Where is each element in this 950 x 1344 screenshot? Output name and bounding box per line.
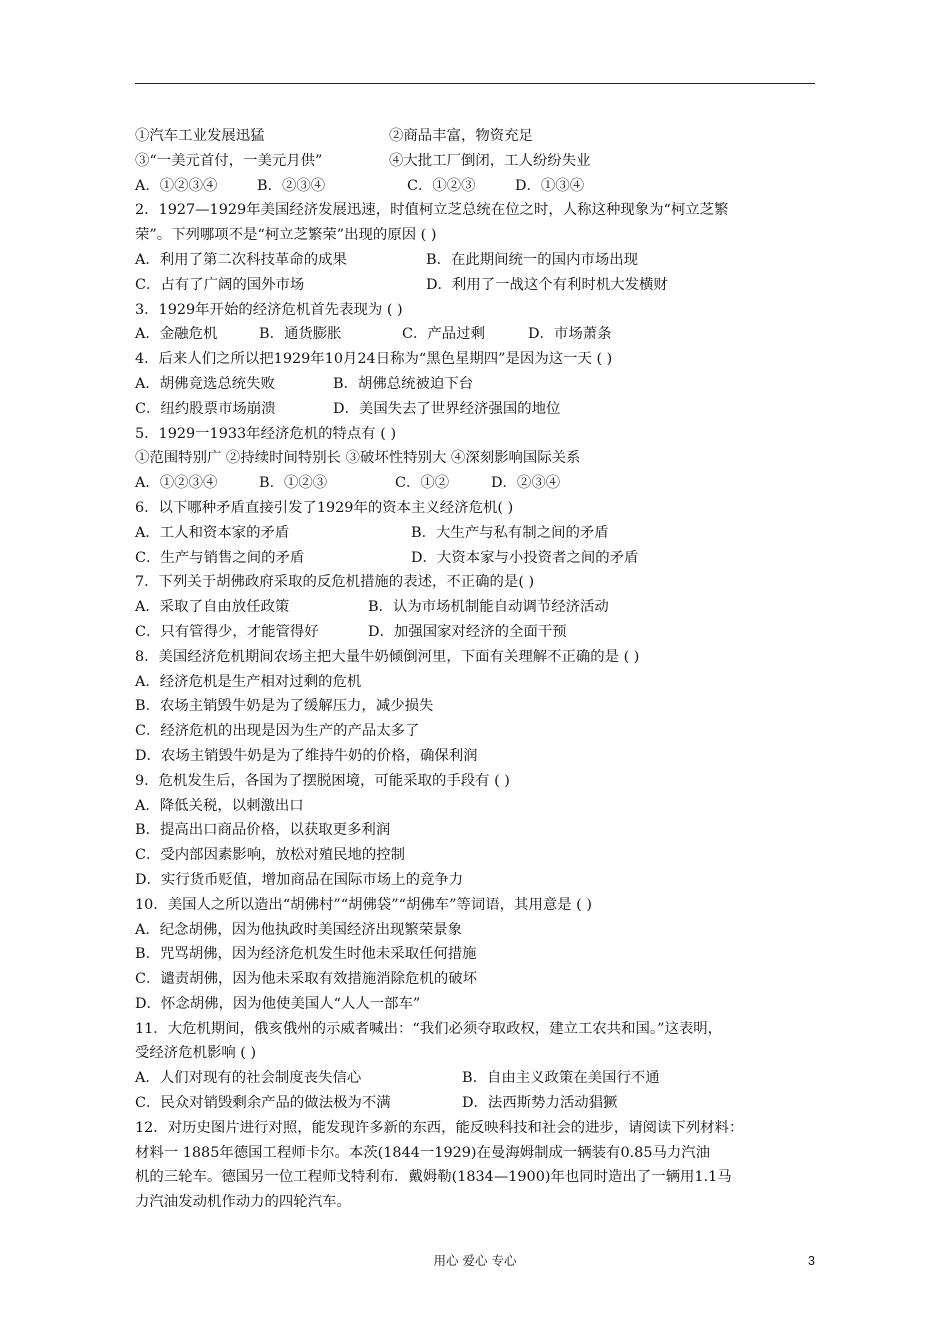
text-line: [135, 397, 825, 422]
text-line: [135, 645, 825, 670]
text-line: [135, 694, 825, 719]
text-line: [135, 670, 825, 695]
text-line: [135, 521, 825, 546]
text-line: [135, 322, 825, 347]
text-line: [135, 843, 825, 868]
text-line: [135, 471, 825, 496]
line-text: 2．1927—1929年美国经济发展迅速，时值柯立芝总统在位之时，人称这种现象为“柯立芝繁: [135, 202, 729, 219]
text-line: [135, 794, 825, 819]
line-text: 荣”。下列哪项不是“柯立芝繁荣”出现的原因 ( ): [135, 227, 437, 244]
option-text: D．加强国家对经济的全面干预: [368, 623, 567, 640]
line-text: 10．美国人之所以造出“胡佛村”“胡佛袋”“胡佛车”等词语，其用意是 ( ): [135, 896, 592, 913]
line-text: A．纪念胡佛，因为他执政时美国经济出现繁荣景象: [135, 921, 462, 938]
option-text: C．①②③: [407, 177, 476, 194]
line-text: B．咒骂胡佛，因为经济危机发生时他未采取任何措施: [135, 946, 477, 963]
text-line: [135, 570, 825, 595]
text-line: [135, 1190, 825, 1215]
text-line: [135, 868, 825, 893]
text-line: [135, 719, 825, 744]
option-text: D．①③④: [515, 177, 585, 194]
option-text: C．只有管得少，才能管得好: [135, 623, 319, 640]
text-line: [135, 1165, 825, 1190]
line-text: 6．以下哪种矛盾直接引发了1929年的资本主义经济危机( ): [135, 499, 514, 516]
option-text: ②商品丰富，物资充足: [389, 128, 533, 144]
text-line: [135, 496, 825, 521]
option-text: A．采取了自由放任政策: [135, 599, 290, 616]
text-line: [135, 446, 825, 471]
line-text: ①范围特别广 ②持续时间特别长 ③破坏性特别大 ④深刻影响国际关系: [135, 450, 581, 467]
text-line: [135, 149, 825, 174]
document-body: [135, 124, 825, 1215]
text-line: [135, 372, 825, 397]
option-text: C．民众对销毁剩余产品的做法极为不满: [135, 1095, 391, 1112]
text-line: [135, 347, 825, 372]
option-text: B．①②③: [259, 475, 328, 492]
text-line: [135, 595, 825, 620]
line-text: 力汽油发动机作动力的四轮汽车。: [135, 1194, 351, 1211]
option-text: ④大批工厂倒闭，工人纷纷失业: [389, 152, 591, 169]
option-text: C．纽约股票市场崩溃: [135, 400, 276, 417]
option-text: ①汽车工业发展迅猛: [135, 128, 265, 144]
line-text: D．怀念胡佛，因为他使美国人“人人一部车”: [135, 995, 421, 1012]
option-text: D．法西斯势力活动猖獗: [462, 1095, 618, 1112]
option-text: B．自由主义政策在美国行不通: [462, 1070, 660, 1087]
option-text: D．市场萧条: [528, 326, 612, 343]
option-text: C．产品过剩: [402, 326, 485, 343]
option-text: A．利用了第二次科技革命的成果: [135, 251, 347, 268]
text-line: [135, 546, 825, 571]
text-line: [135, 298, 825, 323]
text-line: [135, 124, 825, 149]
line-text: D．农场主销毁牛奶是为了维持牛奶的价格，确保利润: [135, 747, 478, 764]
text-line: [135, 1017, 825, 1042]
option-text: D．②③④: [491, 475, 561, 492]
text-line: [135, 769, 825, 794]
option-text: A．①②③④: [135, 177, 218, 194]
text-line: [135, 1066, 825, 1091]
line-text: B．提高出口商品价格，以获取更多利润: [135, 822, 391, 839]
line-text: A．降低关税，以刺激出口: [135, 797, 304, 814]
option-text: B．认为市场机制能自动调节经济活动: [368, 599, 609, 616]
line-text: 8．美国经济危机期间农场主把大量牛奶倾倒河里，下面有关理解不正确的是 ( ): [135, 648, 640, 665]
line-text: C．谴责胡佛，因为他未采取有效措施消除危机的破坏: [135, 971, 477, 988]
line-text: 3．1929年开始的经济危机首先表现为 ( ): [135, 301, 403, 318]
text-line: [135, 744, 825, 769]
text-line: [135, 818, 825, 843]
text-line: [135, 967, 825, 992]
text-line: [135, 273, 825, 298]
page-number: 3: [808, 1254, 815, 1268]
header-rule: [135, 83, 815, 84]
option-text: ③“一美元首付，一美元月供”: [135, 152, 323, 169]
option-text: A．①②③④: [135, 475, 218, 492]
option-text: D．美国失去了世界经济强国的地位: [333, 400, 561, 417]
text-line: [135, 1116, 825, 1141]
text-line: [135, 893, 825, 918]
text-line: [135, 248, 825, 273]
line-text: 9．危机发生后，各国为了摆脱困境，可能采取的手段有 ( ): [135, 772, 510, 789]
line-text: 材料一 1885年德国工程师卡尔。本茨(1844一1929)在曼海姆制成一辆装有0.85马力汽油: [135, 1144, 711, 1161]
option-text: D．利用了一战这个有利时机大发横财: [426, 276, 668, 293]
line-text: 11．大危机期间，俄亥俄州的示威者喊出：“我们必须夺取政权，建立工农共和国。”这表明，: [135, 1020, 723, 1037]
option-text: A．金融危机: [135, 326, 218, 343]
line-text: 12．对历史图片进行对照，能发现许多新的东西，能反映科技和社会的进步，请阅读下列材料：: [135, 1119, 744, 1136]
text-line: [135, 620, 825, 645]
text-line: [135, 422, 825, 447]
text-line: [135, 918, 825, 943]
text-line: [135, 198, 825, 223]
line-text: 5．1929一1933年经济危机的特点有 ( ): [135, 425, 397, 442]
option-text: B．胡佛总统被迫下台: [333, 375, 474, 392]
footer-text: 用心 爱心 专心: [433, 1253, 517, 1268]
option-text: C．①②: [395, 475, 450, 492]
line-text: 受经济危机影响 ( ): [135, 1045, 257, 1062]
text-line: [135, 992, 825, 1017]
option-text: D．大资本家与小投资者之间的矛盾: [411, 549, 639, 566]
option-text: B．大生产与私有制之间的矛盾: [411, 524, 609, 541]
text-line: [135, 174, 825, 199]
line-text: C．经济危机的出现是因为生产的产品太多了: [135, 723, 420, 740]
option-text: B．②③④: [257, 177, 326, 194]
line-text: 4．后来人们之所以把1929年10月24日称为“黑色星期四”是因为这一天 ( ): [135, 351, 613, 368]
line-text: 机的三轮车。德国另一位工程师戈特利布．戴姆勒(1834—1900)年也同时造出了一辆用1.1马: [135, 1169, 732, 1186]
text-line: [135, 1091, 825, 1116]
option-text: B．通货膨胀: [259, 326, 342, 343]
text-line: [135, 223, 825, 248]
option-text: C．生产与销售之间的矛盾: [135, 549, 305, 566]
option-text: B．在此期间统一的国内市场出现: [426, 251, 639, 268]
text-line: [135, 942, 825, 967]
text-line: [135, 1141, 825, 1166]
line-text: A．经济危机是生产相对过剩的危机: [135, 673, 362, 690]
option-text: A．胡佛竞选总统失败: [135, 375, 275, 392]
option-text: A．工人和资本家的矛盾: [135, 524, 290, 541]
line-text: D．实行货币贬值，增加商品在国际市场上的竞争力: [135, 871, 464, 888]
line-text: 7．下列关于胡佛政府采取的反危机措施的表述，不正确的是( ): [135, 574, 535, 591]
option-text: A．人们对现有的社会制度丧失信心: [135, 1070, 362, 1087]
line-text: B．农场主销毁牛奶是为了缓解压力，减少损失: [135, 698, 434, 715]
text-line: [135, 1041, 825, 1066]
option-text: C．占有了广阔的国外市场: [135, 276, 305, 293]
line-text: C．受内部因素影响，放松对殖民地的控制: [135, 847, 406, 864]
